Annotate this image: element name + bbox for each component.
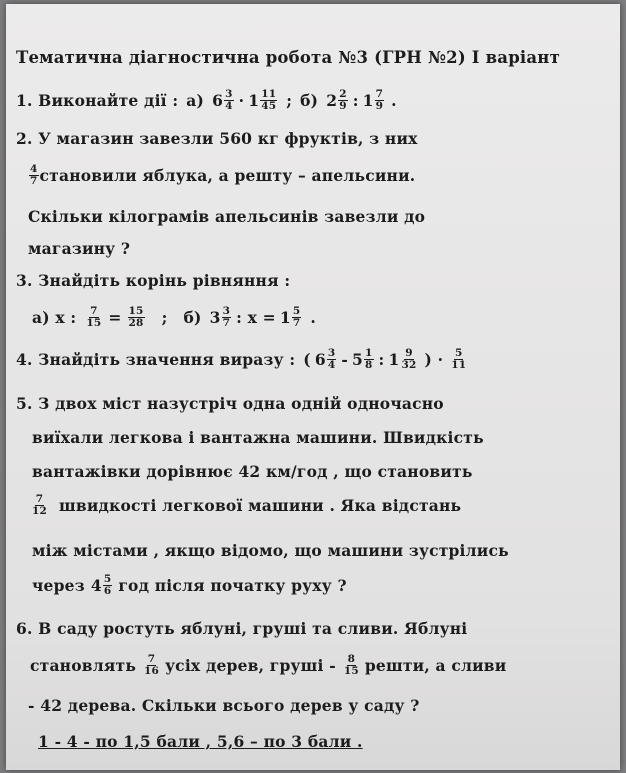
whole-part: 1 — [388, 350, 400, 369]
task-1b-label: б) — [300, 91, 319, 110]
fraction: $\frac{8}{15}$ — [343, 653, 359, 677]
fraction: $\frac{4}{7}$ — [30, 163, 38, 187]
fraction: $\frac{7}{16}$ — [144, 653, 160, 677]
whole-part: 2 — [326, 91, 338, 110]
worksheet-page — [6, 4, 620, 770]
task-4-mixed-3 — [388, 348, 418, 371]
task-1 — [16, 89, 397, 112]
task-3b-label: б) — [183, 308, 202, 327]
task-6-line-3: - 42 дерева. Скільки всього дерев у саду ? — [28, 696, 420, 715]
open-paren: ( — [303, 350, 311, 369]
fraction: $\frac{1}{8}$ — [365, 347, 373, 371]
whole-part: 4 — [90, 576, 102, 595]
task-2-line-2 — [28, 164, 415, 187]
minus-sign: - — [341, 350, 348, 369]
whole-part: 1 — [279, 308, 291, 327]
task-2-line-3: Скільки кілограмів апельсинів завезли до — [28, 207, 426, 226]
fraction: $\frac{2}{9}$ — [339, 88, 347, 112]
task-1a-mixed-2 — [248, 89, 278, 112]
task-4-mixed-1 — [315, 348, 338, 371]
task-4 — [16, 348, 468, 371]
multiply-sign: · — [238, 91, 245, 110]
period: . — [310, 308, 316, 327]
fraction: $\frac{9}{32}$ — [401, 347, 417, 371]
task-1a-mixed-1 — [212, 89, 235, 112]
task-6-text: решти, а сливи — [364, 656, 507, 675]
divide-sign: : — [352, 91, 359, 110]
task-5-text: год після початку руху ? — [118, 576, 347, 595]
whole-part: 5 — [352, 350, 363, 369]
fraction: $\frac{7}{9}$ — [375, 88, 384, 112]
task-5-line-2: виїхали легкова і вантажна машини. Швидкість — [32, 428, 484, 447]
task-2-line-1: 2. У магазин завезли 560 кг фруктів, з них — [16, 129, 418, 148]
fraction: $\frac{3}{4}$ — [327, 347, 336, 371]
whole-part: 6 — [314, 350, 326, 369]
fraction: $\frac{7}{12}$ — [32, 493, 48, 517]
task-5-line-3: вантажівки дорівнює 42 км/год , що становить — [32, 462, 473, 481]
task-6-text: усіх дерев, груші - — [165, 656, 336, 675]
task-2-text: становили яблука, а решту – апельсини. — [39, 166, 416, 185]
task-6-line-1: 6. В саду ростуть яблуні, груші та сливи. Яблуні — [16, 619, 468, 638]
divide-sign: : — [378, 350, 385, 369]
whole-part: 3 — [209, 308, 221, 327]
whole-part: 6 — [212, 91, 224, 110]
whole-part: 1 — [248, 91, 260, 110]
task-3b-text: : х = — [236, 308, 276, 327]
period: . — [391, 91, 397, 110]
task-3-equations — [32, 306, 316, 329]
fraction: $\frac{15}{28}$ — [128, 305, 144, 329]
close-paren-multiply: ) · — [424, 350, 444, 369]
task-3b-mixed-2 — [280, 306, 303, 329]
task-5-line-5: між містами , якщо відомо, що машини зустрілись — [32, 541, 509, 560]
whole-part: 1 — [362, 91, 374, 110]
task-3-label: 3. Знайдіть корінь рівняння : — [16, 271, 291, 290]
task-4-mixed-2 — [352, 348, 375, 371]
separator: ; — [286, 91, 293, 110]
page-title: Тематична діагностична робота №3 (ГРН №2) І варіант — [16, 48, 560, 67]
task-6-line-2 — [30, 654, 506, 677]
fraction: $\frac{7}{15}$ — [86, 305, 102, 329]
task-5-text: швидкості легкової машини . Яка відстань — [59, 496, 462, 515]
fraction: $\frac{5}{6}$ — [103, 573, 112, 597]
task-1b-mixed-2 — [363, 89, 386, 112]
equals-sign: = — [108, 308, 122, 327]
grading-note: 1 - 4 - по 1,5 бали , 5,6 – по 3 бали . — [38, 732, 363, 751]
fraction: $\frac{5}{11}$ — [451, 347, 467, 371]
task-3a-text: а) х : — [32, 308, 77, 327]
task-2-line-4: магазину ? — [28, 239, 131, 258]
task-5-mixed — [91, 574, 114, 597]
task-1-label: 1. Виконайте дії : — [16, 91, 179, 110]
task-5-line-1: 5. З двох міст назустріч одна одній одночасно — [16, 394, 444, 413]
task-3b-mixed-1 — [210, 306, 233, 329]
task-5-line-6 — [32, 574, 347, 597]
task-4-label: 4. Знайдіть значення виразу : — [16, 350, 296, 369]
fraction: $\frac{11}{45}$ — [261, 88, 277, 112]
fraction: $\frac{3}{7}$ — [222, 305, 231, 329]
task-6-text: становлять — [30, 656, 137, 675]
separator: ; — [161, 308, 168, 327]
task-1b-mixed-1 — [326, 89, 349, 112]
task-5-line-4 — [30, 494, 461, 517]
task-5-text: через — [32, 576, 85, 595]
task-1a-label: а) — [186, 91, 205, 110]
fraction: $\frac{3}{4}$ — [225, 88, 233, 112]
fraction: $\frac{5}{7}$ — [292, 305, 301, 329]
